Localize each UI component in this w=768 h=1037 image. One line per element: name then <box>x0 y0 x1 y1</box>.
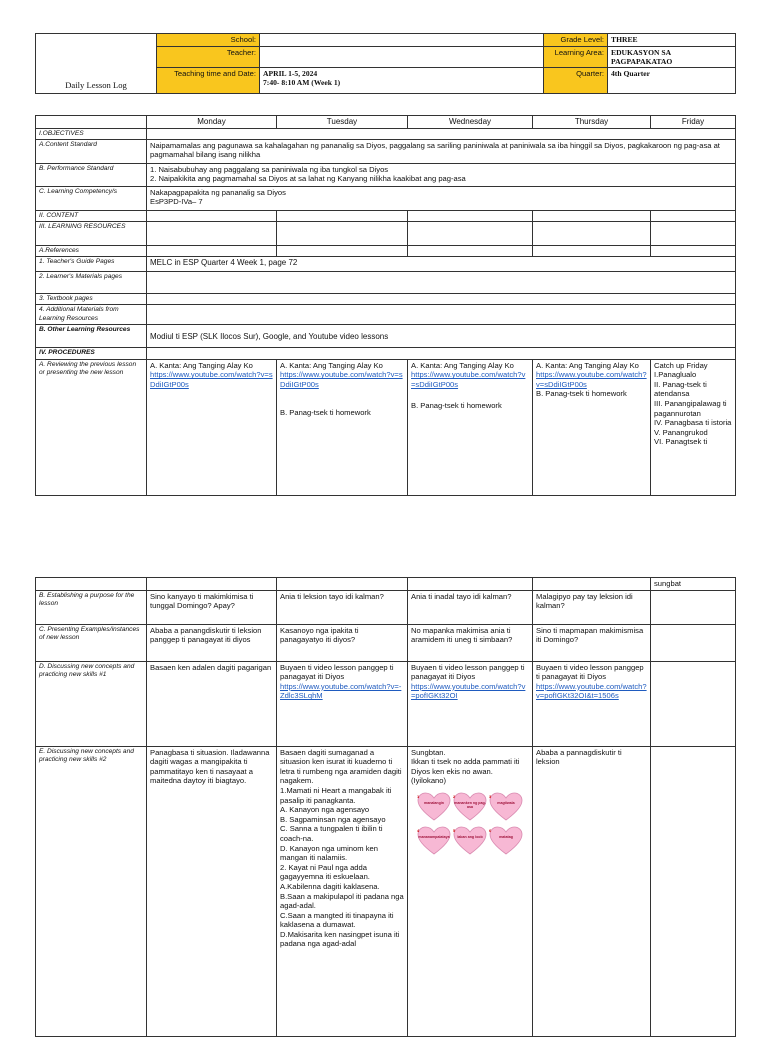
tue-discuss1-text: Buyaen ti video lesson panggep ti panagayat iti Diyos <box>280 662 394 682</box>
wed-review-song: A. Kanta: Ang Tanging Alay Ko <box>411 360 514 370</box>
discuss2-friday <box>651 746 736 1036</box>
presenting-friday <box>651 624 736 661</box>
references-thu <box>533 246 651 257</box>
review-label: A. Reviewing the previous lesson or presenting the new lesson <box>36 359 147 495</box>
purpose-tuesday: Ania ti leksion tayo idi kalman? <box>277 590 408 624</box>
competency-1: Nakapagpapakita ng pananalig sa Diyos <box>150 187 286 197</box>
content-standard: Naipamamalas ang pagunawa sa kahalagahan ng pananalig sa Diyos, paggalang sa sariling paniniwala at paniniwala sa iba hinggil sa Diyos, pagkakaroon ng pag-asa at pagmamahal bilang isang nilikha <box>147 139 736 163</box>
heart-label: mananken ng pag-asa <box>454 800 486 810</box>
competency-2: EsP3PD-IVa– 7 <box>150 197 203 207</box>
resources-tue <box>277 222 408 246</box>
fri-review-5: IV. Panagbasa ti istoria <box>654 418 732 428</box>
mon-review-song: A. Kanta: Ang Tanging Alay Ko <box>150 360 253 370</box>
thu-discuss1-link[interactable]: https://www.youtube.com/watch?v=pofIGKt32OI&t=1506s <box>536 681 647 701</box>
content-thu <box>533 210 651 221</box>
mon-review-link[interactable]: https://www.youtube.com/watch?v=sDdiIGtP00s <box>150 370 273 389</box>
heart-number: 4 <box>417 827 420 833</box>
other-resources-value: Modiul ti ESP (SLK Ilocos Sur), Google, and Youtube video lessons <box>147 325 736 348</box>
fri-review-1: Catch up Friday <box>654 360 708 370</box>
area-label: Learning Area: <box>544 46 608 67</box>
review-friday <box>651 359 736 495</box>
heart-label: magtiwala <box>497 800 515 805</box>
competency-label: C. Learning Competency/s <box>36 186 147 210</box>
cont-wed <box>408 578 533 591</box>
presenting-wednesday: No mapanka makimisa ania ti aramidem iti uneg ti simbaan? <box>408 624 533 661</box>
area-value[interactable]: EDUKASYON SA PAGPAPAKATAO <box>608 46 736 67</box>
day-friday: Friday <box>651 116 736 129</box>
references-mon <box>147 246 277 257</box>
day-wednesday: Wednesday <box>408 116 533 129</box>
heart-label: manalangin <box>424 800 444 805</box>
content-label: II. CONTENT <box>36 210 147 221</box>
objectives-row <box>147 128 736 139</box>
fri-review-cont: sungbat <box>651 578 736 591</box>
wed-review-link[interactable]: https://www.youtube.com/watch?v=sDdiIGtP00s <box>411 370 526 389</box>
heart-icon <box>453 826 487 856</box>
grade-value[interactable]: THREE <box>608 34 736 47</box>
resources-thu <box>533 222 651 246</box>
resources-fri <box>651 222 736 246</box>
other-resources-label: B. Other Learning Resources <box>36 325 147 348</box>
tue-review-homework: B. Panag-tsek ti homework <box>280 408 371 418</box>
performance-standard <box>147 163 736 186</box>
performance-1: 1. Naisabubuhay ang paggalang sa paniniwala ng iba tungkol sa Diyos <box>150 164 389 174</box>
discuss1-label: D. Discussing new concepts and practicing new skills #1 <box>36 661 147 746</box>
discuss1-friday <box>651 661 736 746</box>
quarter-label: Quarter: <box>544 67 608 93</box>
resources-mon <box>147 222 277 246</box>
heart-number: 6 <box>489 827 492 833</box>
lm-label: 2. Learner's Materials pages <box>36 272 147 294</box>
content-standard-label: A.Content Standard <box>36 139 147 163</box>
purpose-monday: Sino kanyayo ti makimkimisa ti tunggal Domingo? Apay? <box>147 590 277 624</box>
heart-activity <box>417 792 527 856</box>
tue-d2-1: 1.Mamati ni Heart a mangabak iti pasalip iti panagkanta. <box>280 785 392 805</box>
tue-d2-3: B. Sagpaminsan nga agensayo <box>280 814 386 824</box>
heart-icon <box>453 792 487 822</box>
school-value[interactable] <box>260 34 544 47</box>
log-title-cell <box>36 34 157 94</box>
wed-discuss1-link[interactable]: https://www.youtube.com/watch?v=pofIGKt32OI <box>411 681 526 701</box>
tue-review-link[interactable]: https://www.youtube.com/watch?v=sDdiIGtP00s <box>280 370 403 389</box>
procedures-label: IV. PROCEDURES <box>36 348 147 359</box>
cont-label <box>36 578 147 591</box>
cont-thu <box>533 578 651 591</box>
tue-discuss1-link[interactable]: https://www.youtube.com/watch?v=-Zdlc3SLqhM <box>280 681 402 701</box>
heart-icon <box>417 826 451 856</box>
heart-icon <box>489 826 523 856</box>
content-mon <box>147 210 277 221</box>
resources-label: III. LEARNING RESOURCES <box>36 222 147 246</box>
heart-number: 1 <box>417 793 420 799</box>
discuss1-thursday <box>533 661 651 746</box>
corner-cell <box>36 116 147 129</box>
purpose-thursday: Malagipyo pay tay leksion idi kalman? <box>533 590 651 624</box>
teacher-label: Teacher: <box>157 46 260 67</box>
resources-wed <box>408 222 533 246</box>
references-wed <box>408 246 533 257</box>
additional-label: 4. Additional Materials from Learning Resources <box>36 305 147 325</box>
purpose-friday <box>651 590 736 624</box>
discuss2-label: E. Discussing new concepts and practicing new skills #2 <box>36 746 147 1036</box>
grade-label: Grade Level: <box>544 34 608 47</box>
heart-icon <box>489 792 523 822</box>
content-fri <box>651 210 736 221</box>
content-tue <box>277 210 408 221</box>
objectives-label: I.OBJECTIVES <box>36 128 147 139</box>
tue-d2-9: C.Saan a mangted iti tinapayna iti kaklasena a dumawat. <box>280 910 394 930</box>
heart-icon <box>417 792 451 822</box>
tg-value: MELC in ESP Quarter 4 Week 1, page 72 <box>147 257 736 272</box>
discuss2-monday: Panagbasa ti situasion. Iladawanna dagiti wagas a mangipakita ti pammatitayo ken ti nasayaat a maitedna daytoy iti biagtayo. <box>147 746 277 1036</box>
lesson-table-2 <box>35 577 736 1037</box>
discuss1-wednesday <box>408 661 533 746</box>
thu-discuss1-text: Buyaen ti video lesson panggep ti panagayat iti Diyos <box>536 662 644 682</box>
day-tuesday: Tuesday <box>277 116 408 129</box>
presenting-monday: Ababa a panangdiskutir ti leksion panggep ti panagayat iti diyos <box>147 624 277 661</box>
thu-review-song: A. Kanta: Ang Tanging Alay Ko <box>536 360 639 370</box>
presenting-label: C. Presenting Examples/instances of new lesson <box>36 624 147 661</box>
additional-value <box>147 305 736 325</box>
time-label: Teaching time and Date: <box>157 67 260 93</box>
review-tuesday <box>277 359 408 495</box>
references-label: A.References <box>36 246 147 257</box>
time-hours: 7:40- 8:10 AM (Week 1) <box>263 78 341 88</box>
discuss2-thursday: Ababa a pannagdiskutir ti leksion <box>533 746 651 1036</box>
discuss1-tuesday <box>277 661 408 746</box>
log-title: Daily Lesson Log <box>65 80 127 90</box>
fri-review-3: II. Panag-tsek ti atendansa <box>654 379 707 399</box>
textbook-label: 3. Textbook pages <box>36 294 147 305</box>
performance-label: B. Performance Standard <box>36 163 147 186</box>
heart-number: 2 <box>453 793 456 799</box>
lm-value <box>147 272 736 294</box>
discuss2-wednesday <box>408 746 533 1036</box>
procedures-row <box>147 348 736 359</box>
fri-review-6: V. Panangrukod <box>654 427 708 437</box>
fri-review-7: VI. Panagtsek ti <box>654 437 708 447</box>
wed-review-homework: B. Panag-tsek ti homework <box>411 401 502 411</box>
wed-d2-instruction: Ikkan ti tsek no adda pammati iti Diyos ken ekis no awan. (Iyilokano) <box>411 757 520 786</box>
content-wed <box>408 210 533 221</box>
references-tue <box>277 246 408 257</box>
presenting-thursday: Sino ti mapmapan makimismisa iti Domingo? <box>533 624 651 661</box>
cont-tue <box>277 578 408 591</box>
discuss1-monday: Basaen ken adalen dagiti pagarigan <box>147 661 277 746</box>
teacher-value[interactable] <box>260 46 544 67</box>
tue-d2-6: 2. Kayat ni Paul nga adda gagayyemna iti eskuelaan. <box>280 862 370 882</box>
heart-label: mananampalataya <box>418 834 450 839</box>
thu-review-homework: B. Panag-tsek ti homework <box>536 389 627 399</box>
cont-mon <box>147 578 277 591</box>
competency <box>147 186 736 210</box>
wed-d2-answer: Sungbtan. <box>411 747 446 757</box>
tue-d2-2: A. Kanayon nga agensayo <box>280 805 370 815</box>
review-wednesday <box>408 359 533 495</box>
time-value[interactable] <box>260 67 544 93</box>
time-date: APRIL 1-5, 2024 <box>263 68 318 78</box>
school-label: School: <box>157 34 260 47</box>
heart-label: laban ang loob <box>457 834 483 839</box>
tue-d2-4: C. Sanna a tungpalen ti ibilin ti coach-na. <box>280 824 383 843</box>
quarter-value[interactable]: 4th Quarter <box>608 67 736 93</box>
presenting-tuesday: Kasanoyo nga ipakita ti panagayatyo iti diyos? <box>277 624 408 661</box>
tue-d2-0: Basaen dagiti sumaganad a situasion ken isurat iti kuaderno ti letra ti rumbeng nga aramiden dagiti nagakem. <box>280 747 402 786</box>
performance-2: 2. Naipakikita ang pagmamahal sa Diyos at sa lahat ng Kanyang nilikha kaakibat ang pag-asa <box>150 174 466 184</box>
purpose-label: B. Establishing a purpose for the lesson <box>36 590 147 624</box>
header-table <box>35 33 736 94</box>
references-fri <box>651 246 736 257</box>
lesson-table-1 <box>35 115 736 496</box>
fri-review-2: I.Panaglualo <box>654 370 697 380</box>
textbook-value <box>147 294 736 305</box>
wed-discuss1-text: Buyaen ti video lesson panggep ti panagayat iti Diyos <box>411 662 525 682</box>
heart-number: 5 <box>453 827 456 833</box>
thu-review-link[interactable]: https://www.youtube.com/watch?v=sDdiIGtP00s <box>536 370 647 389</box>
tue-d2-8: B.Saan a makipulapol iti padana nga agad-adal. <box>280 891 404 911</box>
day-thursday: Thursday <box>533 116 651 129</box>
review-thursday <box>533 359 651 495</box>
heart-label: matatag <box>499 834 513 839</box>
day-monday: Monday <box>147 116 277 129</box>
fri-review-4: III. Panangipalawag ti pagannurotan <box>654 398 727 418</box>
discuss2-tuesday <box>277 746 408 1036</box>
tue-d2-7: A.Kabilenna dagiti kaklasena. <box>280 881 380 891</box>
tg-label: 1. Teacher's Guide Pages <box>36 257 147 272</box>
review-monday <box>147 359 277 495</box>
tue-d2-5: D. Kanayon nga uminom ken mangan iti nalamiis. <box>280 843 378 863</box>
heart-number: 3 <box>489 793 492 799</box>
purpose-wednesday: Ania ti inadal tayo idi kalman? <box>408 590 533 624</box>
tue-d2-10: D.Makisarita ken nasingpet isuna iti padana nga agad-adal <box>280 929 400 949</box>
tue-review-song: A. Kanta: Ang Tanging Alay Ko <box>280 360 383 370</box>
